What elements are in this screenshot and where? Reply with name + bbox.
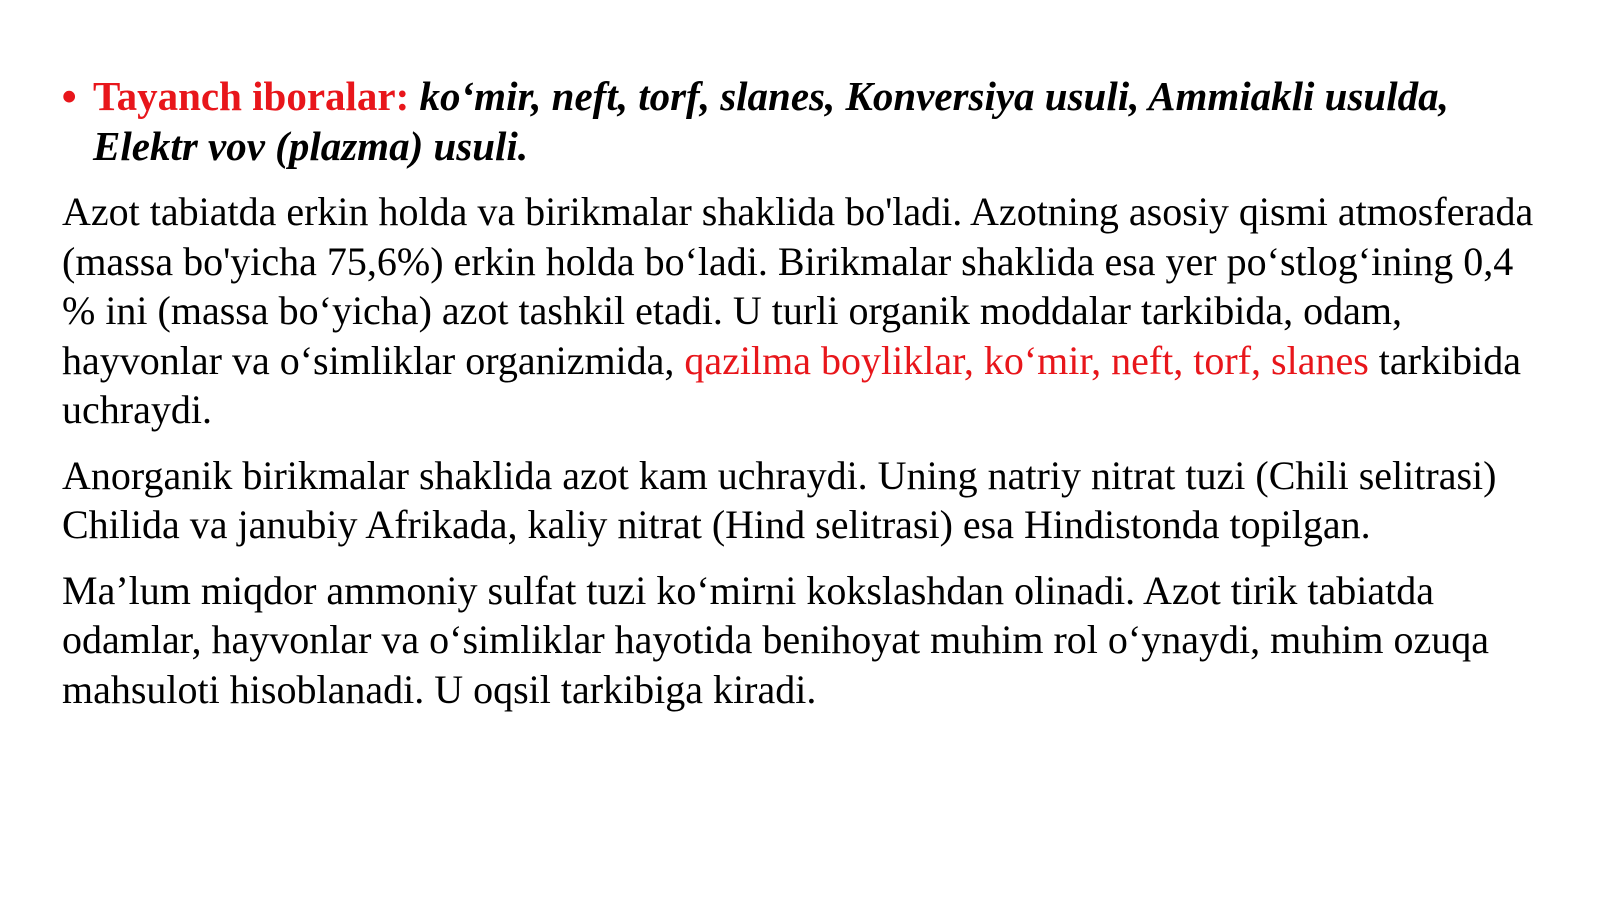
paragraph-ammonium-sulfate: Ma’lum miqdor ammoniy sulfat tuzi ko‘mirni kokslashdan olinadi. Azot tirik tabiatda odamlar, hayvonlar va o‘simliklar hayotida benihoyat muhim rol o‘ynaydi, muhim ozuqa mahsuloti hisoblanadi. U oqsil tarkibiga kiradi. bbox=[62, 567, 1489, 712]
paragraph1-highlight: qazilma boyliklar, ko‘mir, neft, torf, slanes bbox=[684, 337, 1369, 383]
key-phrases-list: ko‘mir, neft, torf, slanes, Konversiya usuli, Ammiakli usulda, Elektr vov (plazma) usuli. bbox=[93, 73, 1449, 169]
key-phrases-label: Tayanch iboralar: bbox=[93, 73, 410, 119]
slide-content bbox=[62, 71, 1552, 714]
paragraph1-text: Azot tabiatda erkin holda va birikmalar shaklida bo'ladi. Azotning asosiy qismi atmosferada (massa bo'yicha 75,6%) erkin holda bo‘ladi. Birikmalar shaklida esa yer po‘stlog‘ining 0,4 % ini (massa bo‘yicha) azot tashkil etadi. U turli organik moddalar tarkibida, odam, hayvonlar va o‘simliklar organizmida, bbox=[62, 189, 1534, 383]
paragraph-nitrogen-in-nature bbox=[62, 187, 1552, 435]
bullet-marker: • bbox=[62, 73, 77, 119]
key-phrases-bullet bbox=[62, 71, 1552, 171]
paragraph1-text-end: tarkibida uchraydi. bbox=[62, 337, 1521, 432]
paragraph-inorganic-compounds: Anorganik birikmalar shaklida azot kam uchraydi. Uning natriy nitrat tuzi (Chili selitrasi) Chilida va janubiy Afrikada, kaliy nitrat (Hind selitrasi) esa Hindistonda topilgan. bbox=[62, 452, 1497, 547]
